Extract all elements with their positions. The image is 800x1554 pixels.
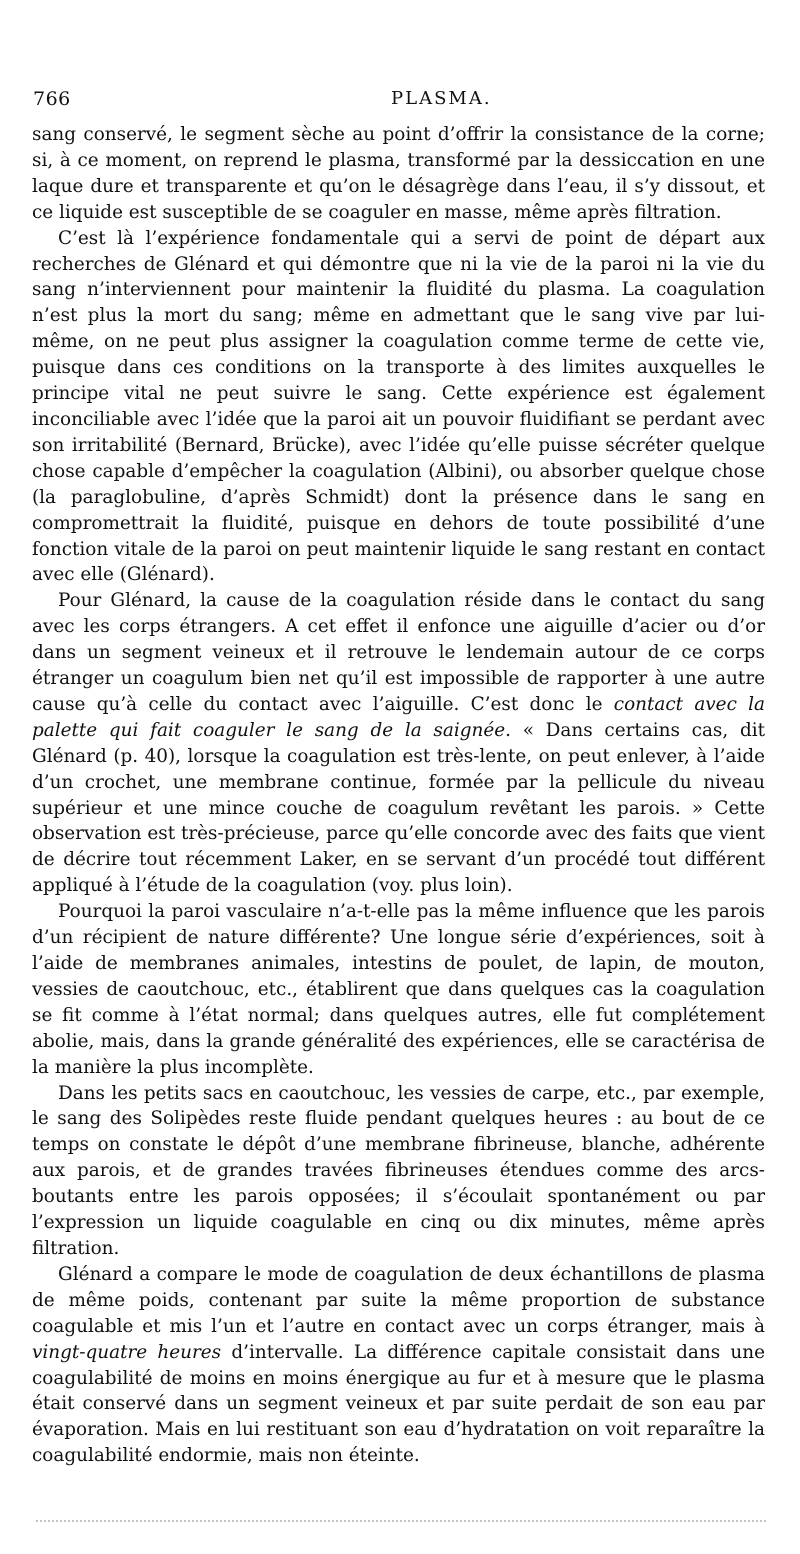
paragraph-text: Glénard a compare le mode de coagulation de deux échantillons de plasma de même poids, contenant par suite la même proportion de substance coagulable et mis l’un et l’autre en contact avec un corps étranger, mais à [32, 1263, 765, 1337]
page-number: 766 [33, 88, 71, 110]
paragraph-text: « Dans certains cas, dit Glénard (p. 40), lorsque la coagulation est très-lente, on peut enlever, à l’aide d’un crochet, une membrane continue, formée par la pellicule du niveau supérieur et une mince couche de coagulum revêtant les parois. » Cette observation est très-précieuse, parce qu’elle concorde avec des faits que vient de décrire tout récemment Laker, en se servant d’un procédé tout différent appliqué à l’étude de la coagulation (voy. plus loin). [32, 719, 765, 897]
paragraph-text: C’est là l’expérience fondamentale qui a servi de point de départ aux recherches de Glénard et qui démontre que ni la vie de la paroi ni la vie du sang n’interviennent pour maintenir la fluidité du plasma. La coagulation n’est plus la mort du sang; même en admettant que le sang vive par lui-même, on ne peut plus assigner la coagulation comme terme de cette vie, puisque dans ces conditions on la transporte à des limites auxquelles le principe vital ne peut suivre le sang. Cette expérience est également inconciliable avec l’idée que la paroi ait un pouvoir fluidifiant se perdant avec son irritabilité (Bernard, Brücke), avec l’idée qu’elle puisse sécréter quelque chose capable d’empêcher la coagulation (Albini), ou absorber quelque chose (la paraglobuline, d’après Schmidt) dont la présence dans le sang en compromettrait la fluidité, puisque en dehors de toute possibilité d’une fonction vitale de la paroi on peut maintenir liquide le sang restant en contact avec elle (Glénard). [32, 227, 765, 586]
page-header [33, 88, 773, 112]
emphasized-text: contact avec la palette qui fait coaguler le sang de la saignée. [32, 693, 765, 741]
footer-rule [36, 1514, 766, 1522]
paragraph-text: Pour Glénard, la cause de la coagulation réside dans le contact du sang avec les corps étrangers. A cet effet il enfonce une aiguille d’acier ou d’or dans un segment veineux et il retrouve le lendemain autour de ce corps étranger un coagulum bien net qu’il est impossible de rapporter à une autre cause qu’à celle du contact avec l’aiguille. C’est donc le [32, 590, 765, 715]
paragraph-text: sang conservé, le segment sèche au point d’offrir la consistance de la corne; si, à ce moment, on reprend le plasma, transformé par la dessiccation en une laque dure et transparente et qu’on le désagrège dans l’eau, il s’y dissout, et ce liquide est susceptible de se coaguler en masse, même après filtration. [32, 124, 765, 223]
paragraph [32, 899, 765, 1080]
paragraph-text: Dans les petits sacs en caoutchouc, les vessies de carpe, etc., par exemple, le sang des Solipèdes reste fluide pendant quelques heures : au bout de ce temps on constate le dépôt d’une membrane fibrineuse, blanche, adhérente aux parois, et de grandes travées fibrineuses étendues comme des arcs-boutants entre les parois opposées; il s’écoulait spontanément ou par l’expression un liquide coagulable en cinq ou dix minutes, même après filtration. [32, 1082, 765, 1259]
paragraph [32, 1081, 765, 1262]
paragraph [32, 226, 765, 589]
emphasized-text: vingt-quatre heures [32, 1341, 222, 1363]
paragraph [32, 1262, 765, 1469]
running-head: PLASMA. [391, 88, 492, 109]
paragraph-text: d’intervalle. La différence capitale consistait dans une coagulabilité de moins en moins énergique au fur et à mesure que le plasma était conservé dans un segment veineux et par suite perdait de son eau par évaporation. Mais en lui restituant son eau d’hydratation on voit reparaître la coagulabilité endormie, mais non éteinte. [32, 1341, 766, 1467]
paragraph [32, 588, 765, 899]
body-text [32, 122, 765, 1469]
paragraph [32, 122, 765, 226]
paragraph-text: Pourquoi la paroi vasculaire n’a-t-elle pas la même influence que les parois d’un récipient de nature différente? Une longue série d’expériences, soit à l’aide de membranes animales, intestins de poulet, de lapin, de mouton, vessies de caoutchouc, etc., établirent que dans quelques cas la coagulation se fit comme à l’état normal; dans quelques autres, elle fut complétement abolie, mais, dans la grande généralité des expériences, elle se caractérisa de la manière la plus incomplète. [32, 901, 765, 1078]
